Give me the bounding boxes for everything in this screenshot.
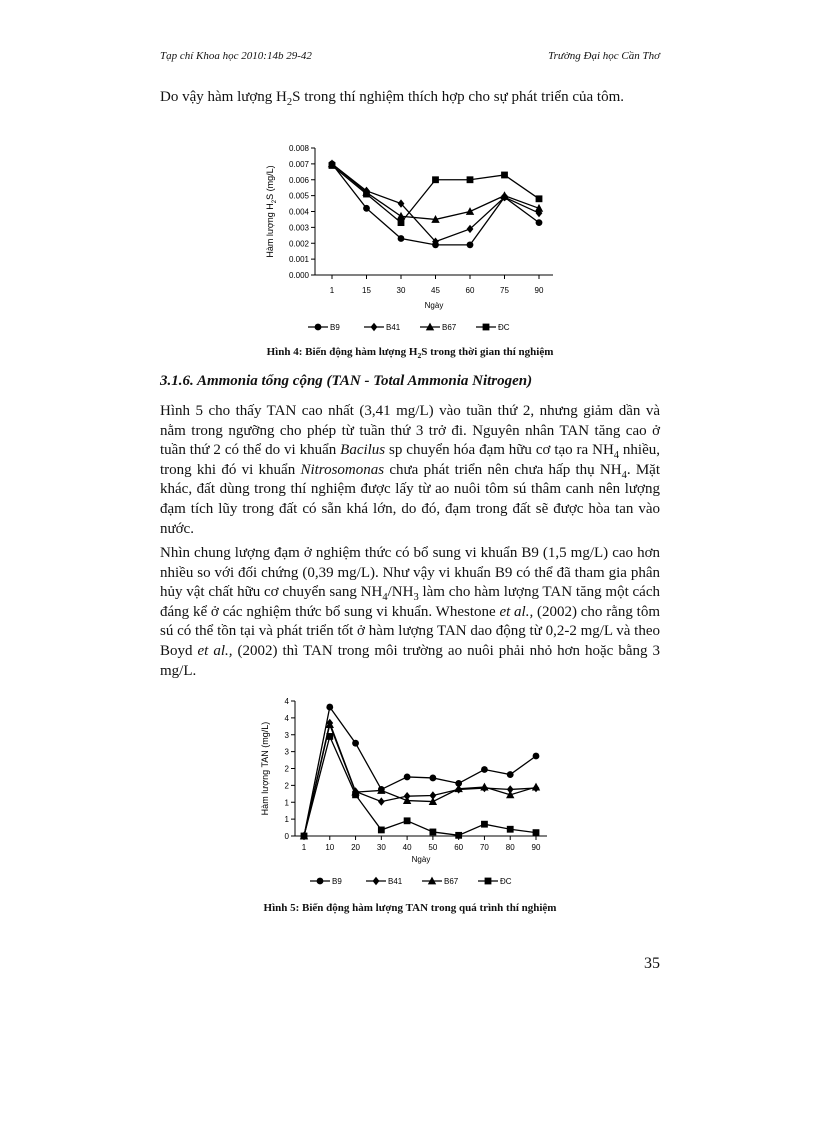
y-tick-label: 2 [284, 764, 289, 774]
y-axis-label-part: Hàm lượng H [265, 203, 275, 258]
y-tick-label: 0.008 [288, 144, 309, 153]
data-point [500, 191, 508, 199]
p2-text-4: (2002) cho rằng tôm sú có thể tồn tại và phát triển tốt ở hàm lượng TAN dao động từ 0,2-2 mg/L và theo Boyd [160, 603, 661, 659]
x-tick-label: 60 [465, 286, 475, 295]
intro-sub: 2 [286, 97, 293, 108]
p2-text-5: (2002) thì TAN trong môi trường ao nuôi phải nhỏ hơn hoặc bằng 3 mg/L. [160, 642, 660, 679]
data-point [455, 832, 462, 839]
figure-4-caption [160, 346, 660, 361]
x-tick-label: 70 [479, 843, 489, 852]
x-axis-label: Ngày [411, 855, 431, 864]
x-tick-label: 80 [505, 843, 515, 852]
data-point [363, 191, 370, 198]
p2-italic-2: et al., [197, 642, 233, 659]
series-B41 [301, 719, 540, 840]
x-tick-label: 20 [351, 843, 361, 852]
data-point [378, 797, 385, 805]
legend-marker [317, 878, 324, 885]
legend-label: B41 [386, 323, 401, 332]
section-heading: 3.1.6. Ammonia tổng cộng (TAN - Total Ammonia Nitrogen) [160, 373, 533, 389]
data-point [467, 241, 474, 248]
series-ĐC [301, 733, 540, 839]
y-axis-label-sub: 2 [272, 199, 278, 204]
legend-label: B9 [332, 877, 342, 886]
data-point [501, 172, 508, 179]
p2-italic-1: et al., [499, 603, 534, 620]
caption4-sub: 2 [417, 351, 422, 361]
p2-sub-2: 3 [413, 592, 419, 604]
x-tick-label: 90 [531, 843, 541, 852]
p2-text-2: /NH [387, 584, 414, 601]
data-point [429, 829, 436, 836]
legend-label: B67 [442, 323, 457, 332]
y-axis-label-part: S (mg/L) [265, 165, 275, 200]
data-point [507, 826, 514, 833]
p2-text-1: Nhìn chung lượng đạm ở nghiệm thức có bổ sung vi khuẩn B9 (1,5 mg/L) cao hơn nhiều so với đối chứng (0,39 mg/L). Như vậy vi khuẩn B9 có thể đã tham gia phân hủy vật chất hữu cơ chuyển sang NH [160, 545, 660, 601]
paragraph-1 [160, 402, 660, 539]
series-line [304, 725, 536, 836]
data-point [429, 775, 436, 782]
data-point [398, 235, 405, 242]
series-line [304, 723, 536, 836]
y-tick-label: 0.002 [288, 239, 309, 249]
legend [308, 323, 510, 332]
y-tick-label: 1 [284, 798, 289, 808]
legend-label: ĐC [500, 877, 512, 886]
data-point [326, 733, 333, 740]
p1-text-3: nhiều, trong khi đó vi khuẩn [160, 442, 661, 478]
p1-sub-1: 4 [613, 450, 620, 462]
p1-text-4: chưa phát triển nên chưa hấp thụ NH [384, 461, 622, 478]
y-tick-label: 1 [284, 815, 289, 825]
series-line [332, 164, 539, 245]
intro-paragraph [160, 88, 660, 108]
paragraph-2 [160, 544, 660, 681]
p1-italic-1: Bacilus [340, 442, 386, 459]
y-axis-label: Hàm lượng TAN (mg/L) [260, 721, 270, 816]
journal-name: Tạp chí Khoa học 2010:14b 29-42 [160, 50, 312, 62]
data-point [329, 162, 336, 169]
x-tick-label: 50 [428, 843, 438, 852]
y-tick-label: 4 [284, 697, 289, 706]
p1-text-1: Hình 5 cho thấy TAN cao nhất (3,41 mg/L) vào tuần thứ 2, nhưng giảm dần và nằm trong ngưỡng cho phép từ tuần thứ 3 trở đi. Nguyên nhân TAN tăng cao ở tuần thứ 2 có thể do vi khuẩn [160, 403, 660, 459]
y-tick-label: 0.006 [288, 175, 309, 185]
legend-label: B67 [444, 877, 459, 886]
legend-marker [485, 878, 492, 885]
data-point [536, 219, 543, 226]
series-B41 [329, 160, 543, 246]
data-point [352, 740, 359, 747]
figure-5-caption: Hình 5: Biến động hàm lượng TAN trong quá trình thí nghiệm [263, 902, 557, 914]
page-number: 35 [644, 955, 660, 972]
legend-label: B9 [330, 323, 340, 332]
x-tick-label: 30 [376, 843, 386, 852]
y-tick-label: 3 [284, 747, 289, 757]
data-point [481, 766, 488, 773]
figure-4-chart [255, 140, 575, 340]
data-point [533, 829, 540, 836]
data-point [467, 176, 474, 183]
data-point [432, 176, 439, 183]
y-tick-label: 3 [284, 730, 289, 740]
legend-marker [315, 324, 322, 331]
legend-marker [371, 323, 378, 331]
y-axis-label [265, 165, 278, 257]
y-tick-label: 0.003 [288, 223, 309, 233]
y-tick-label: 0 [284, 832, 289, 841]
university-name: Trường Đại học Cần Thơ [548, 50, 660, 62]
data-point [398, 219, 405, 226]
intro-text-1: Do vậy hàm lượng H [160, 89, 287, 105]
data-point [532, 783, 540, 791]
data-point [363, 205, 370, 212]
data-point [378, 827, 385, 834]
y-tick-label: 2 [284, 781, 289, 791]
series-B9 [301, 704, 540, 840]
legend-marker [483, 324, 490, 331]
data-point [466, 207, 474, 215]
caption4-text-1: Hình 4: Biến động hàm lượng H [266, 346, 418, 358]
y-tick-label: 4 [284, 713, 289, 723]
data-point [533, 753, 540, 760]
legend-label: ĐC [498, 323, 510, 332]
data-point [480, 783, 488, 791]
x-tick-label: 10 [325, 843, 335, 852]
running-header [160, 50, 660, 66]
p1-text-2: sp chuyển hóa đạm hữu cơ tạo ra NH [385, 442, 614, 459]
y-tick-label: 0.000 [288, 271, 309, 280]
p1-sub-2: 4 [621, 469, 627, 481]
x-tick-label: 1 [329, 286, 335, 295]
series-line [304, 707, 536, 836]
data-point [507, 771, 514, 778]
x-axis-label: Ngày [424, 301, 444, 310]
caption4-text-2: S trong thời gian thí nghiệm [421, 346, 554, 358]
p1-italic-2: Nitrosomonas [300, 461, 385, 478]
x-tick-label: 40 [402, 843, 412, 852]
figure-5-chart [255, 692, 575, 892]
intro-text-2: S trong thí nghiệm thích hợp cho sự phát triển của tôm. [292, 89, 624, 105]
y-tick-label: 0.007 [288, 159, 309, 169]
series-line [304, 736, 536, 836]
y-tick-label: 0.005 [288, 191, 309, 201]
x-tick-label: 30 [396, 286, 406, 295]
x-tick-label: 1 [301, 843, 307, 852]
series-line [332, 164, 539, 242]
series-line [332, 165, 539, 222]
data-point [404, 817, 411, 824]
data-point [301, 833, 308, 840]
x-tick-label: 45 [431, 286, 440, 295]
data-point [536, 195, 543, 202]
p2-sub-1: 4 [382, 592, 388, 604]
legend-marker [373, 877, 380, 885]
y-tick-label: 0.004 [288, 207, 309, 217]
legend-label: B41 [388, 877, 403, 886]
series-B9 [329, 160, 543, 248]
data-point [326, 704, 333, 711]
data-point [352, 791, 359, 798]
x-tick-label: 15 [362, 286, 371, 295]
series-B67 [328, 159, 543, 222]
legend [310, 877, 512, 886]
y-tick-label: 0.001 [288, 255, 309, 265]
data-point [481, 821, 488, 828]
x-tick-label: 75 [500, 286, 509, 295]
p1-text-5: . Mặt khác, đất dùng trong thí nghiệm được lấy từ ao nuôi tôm sú thâm canh nên lượng đạm tích lũy trong đất có sẵn khá lớn, do đó, đạm trong đất sẽ được hòa tan vào nước. [160, 461, 660, 537]
data-point [404, 774, 411, 781]
x-tick-label: 90 [534, 286, 544, 295]
p2-text-3: làm cho hàm lượng TAN tăng một cách đáng kể ở các nghiệm thức bổ sung vi khuẩn. Whestone [160, 584, 660, 620]
x-tick-label: 60 [454, 843, 464, 852]
